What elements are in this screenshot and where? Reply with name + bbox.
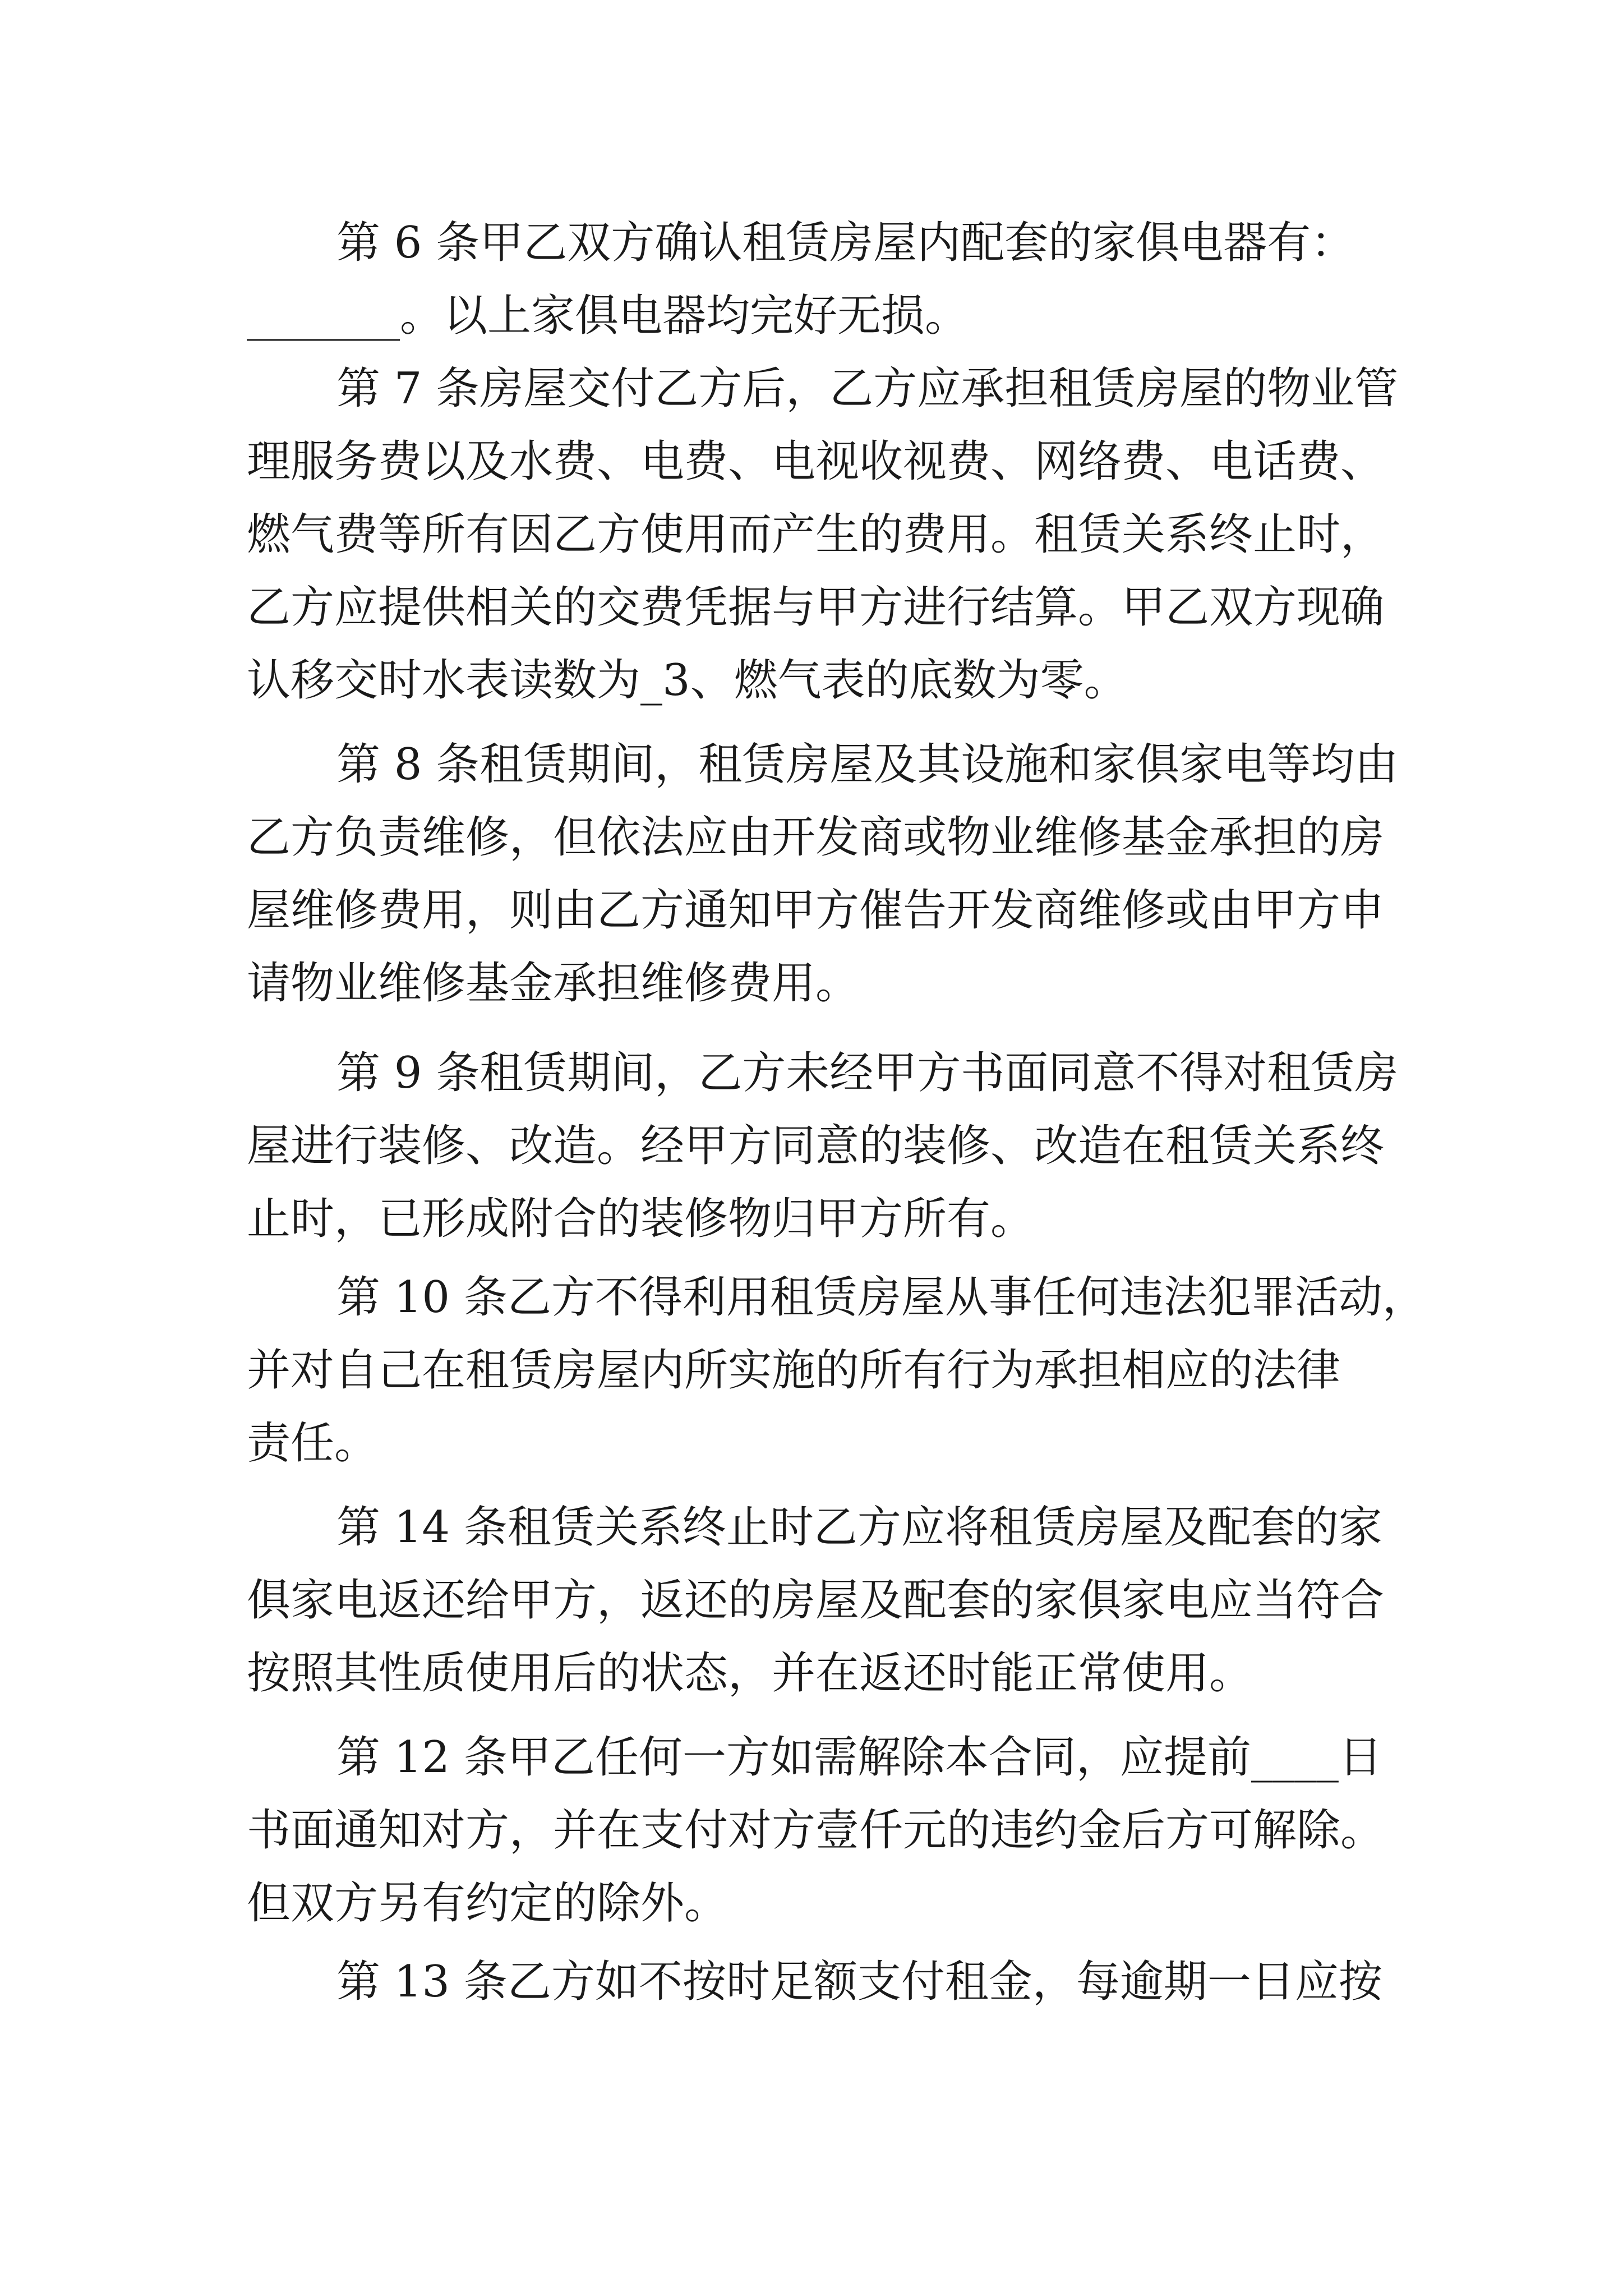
text-line: 第 7 条房屋交付乙方后，乙方应承担租赁房屋的物业管 [336, 364, 1399, 414]
text-line: 俱家电返还给甲方，返还的房屋及配套的家俱家电应当符合 [247, 1575, 1385, 1626]
text-line: _______。以上家俱电器均完好无损。 [247, 291, 969, 341]
text-line: 第 6 条甲乙双方确认租赁房屋内配套的家俱电器有： [336, 218, 1355, 268]
text-line: 乙方应提供相关的交费凭据与甲方进行结算。甲乙双方现确 [247, 582, 1385, 633]
text-line: 屋进行装修、改造。经甲方同意的装修、改造在租赁关系终 [247, 1121, 1385, 1171]
text-line: 第 13 条乙方如不按时足额支付租金，每逾期一日应按 [336, 1957, 1382, 2007]
text-line: 第 10 条乙方不得利用租赁房屋从事任何违法犯罪活动， [336, 1272, 1426, 1323]
text-line: 并对自己在租赁房屋内所实施的所有行为承担相应的法律 [247, 1345, 1341, 1396]
text-line: 止时，已形成附合的装修物归甲方所有。 [247, 1194, 1035, 1244]
text-line: 书面通知对方，并在支付对方壹仟元的违约金后方可解除。 [247, 1805, 1385, 1856]
text-line: 乙方负责维修，但依法应由开发商或物业维修基金承担的房 [247, 812, 1385, 863]
text-line: 屋维修费用，则由乙方通知甲方催告开发商维修或由甲方申 [247, 885, 1385, 936]
text-line: 燃气费等所有因乙方使用而产生的费用。租赁关系终止时， [247, 509, 1385, 560]
text-line: 请物业维修基金承担维修费用。 [247, 958, 860, 1009]
text-line: 第 9 条租赁期间，乙方未经甲方书面同意不得对租赁房 [336, 1048, 1399, 1098]
text-line: 认移交时水表读数为_3、燃气表的底数为零。 [247, 655, 1128, 706]
text-line: 责任。 [247, 1418, 379, 1469]
text-line: 第 12 条甲乙任何一方如需解除本合同，应提前____日 [336, 1732, 1382, 1783]
text-line: 但双方另有约定的除外。 [247, 1878, 728, 1929]
text-line: 理服务费以及水费、电费、电视收视费、网络费、电话费、 [247, 436, 1385, 487]
text-line: 第 14 条租赁关系终止时乙方应将租赁房屋及配套的家 [336, 1502, 1382, 1553]
text-line: 第 8 条租赁期间，租赁房屋及其设施和家俱家电等均由 [336, 739, 1399, 790]
text-line: 按照其性质使用后的状态，并在返还时能正常使用。 [247, 1648, 1253, 1699]
